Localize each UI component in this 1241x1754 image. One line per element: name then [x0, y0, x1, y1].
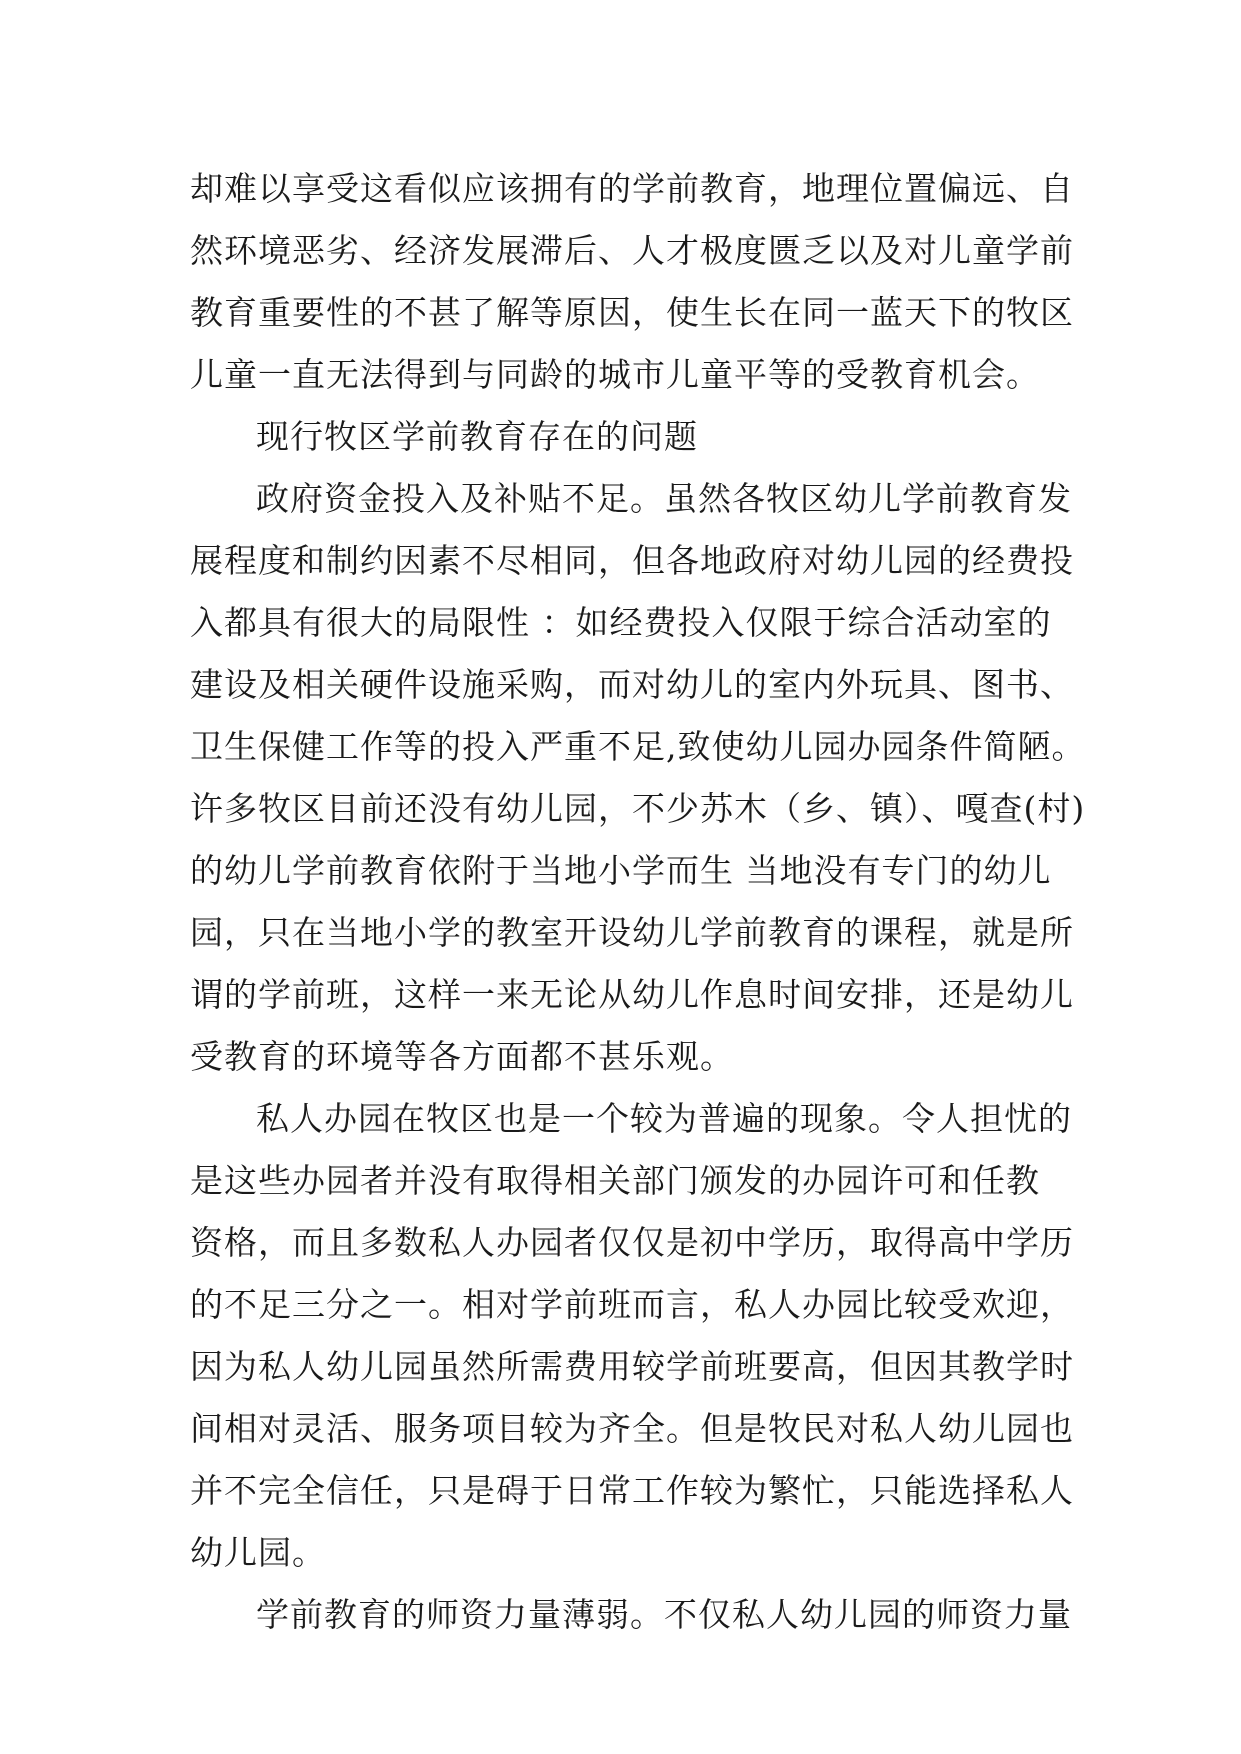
text-line: 私人办园在牧区也是一个较为普遍的现象。令人担忧的 — [256, 1099, 1072, 1138]
text-line: 许多牧区目前还没有幼儿园，不少苏木（乡、镇）、嘎查(村) — [190, 789, 1086, 828]
text-line: 受教育的环境等各方面都不甚乐观。 — [190, 1037, 734, 1076]
text-line: 政府资金投入及补贴不足。虽然各牧区幼儿学前教育发 — [256, 479, 1072, 518]
text-line: 教育重要性的不甚了解等原因，使生长在同一蓝天下的牧区 — [190, 293, 1074, 332]
text-line: 卫生保健工作等的投入严重不足,致使幼儿园办园条件简陋。 — [190, 727, 1086, 766]
text-line: 园，只在当地小学的教室开设幼儿学前教育的课程，就是所 — [190, 913, 1074, 952]
text-line: 学前教育的师资力量薄弱。不仅私人幼儿园的师资力量 — [256, 1595, 1072, 1634]
text-line: 幼儿园。 — [190, 1533, 326, 1572]
section-heading: 现行牧区学前教育存在的问题 — [256, 417, 698, 456]
text-line: 的幼儿学前教育依附于当地小学而生 当地没有专门的幼儿 — [190, 851, 1052, 890]
text-line: 并不完全信任，只是碍于日常工作较为繁忙，只能选择私人 — [190, 1471, 1074, 1510]
text-line: 间相对灵活、服务项目较为齐全。但是牧民对私人幼儿园也 — [190, 1409, 1074, 1448]
text-line: 谓的学前班，这样一来无论从幼儿作息时间安排，还是幼儿 — [190, 975, 1074, 1014]
text-line: 建设及相关硬件设施采购，而对幼儿的室内外玩具、图书、 — [190, 665, 1074, 704]
text-line: 是这些办园者并没有取得相关部门颁发的办园许可和任教 — [190, 1161, 1040, 1200]
text-line: 却难以享受这看似应该拥有的学前教育，地理位置偏远、自 — [190, 169, 1074, 208]
body-text — [190, 158, 1086, 1646]
text-line: 儿童一直无法得到与同龄的城市儿童平等的受教育机会。 — [190, 355, 1040, 394]
text-line: 展程度和制约因素不尽相同，但各地政府对幼儿园的经费投 — [190, 541, 1074, 580]
text-line: 然环境恶劣、经济发展滞后、人才极度匮乏以及对儿童学前 — [190, 231, 1074, 270]
text-line: 的不足三分之一。相对学前班而言，私人办园比较受欢迎， — [190, 1285, 1074, 1324]
text-line: 资格，而且多数私人办园者仅仅是初中学历，取得高中学历 — [190, 1223, 1074, 1262]
text-line: 入都具有很大的局限性 ：如经费投入仅限于综合活动室的 — [190, 603, 1052, 642]
text-line: 因为私人幼儿园虽然所需费用较学前班要高，但因其教学时 — [190, 1347, 1074, 1386]
